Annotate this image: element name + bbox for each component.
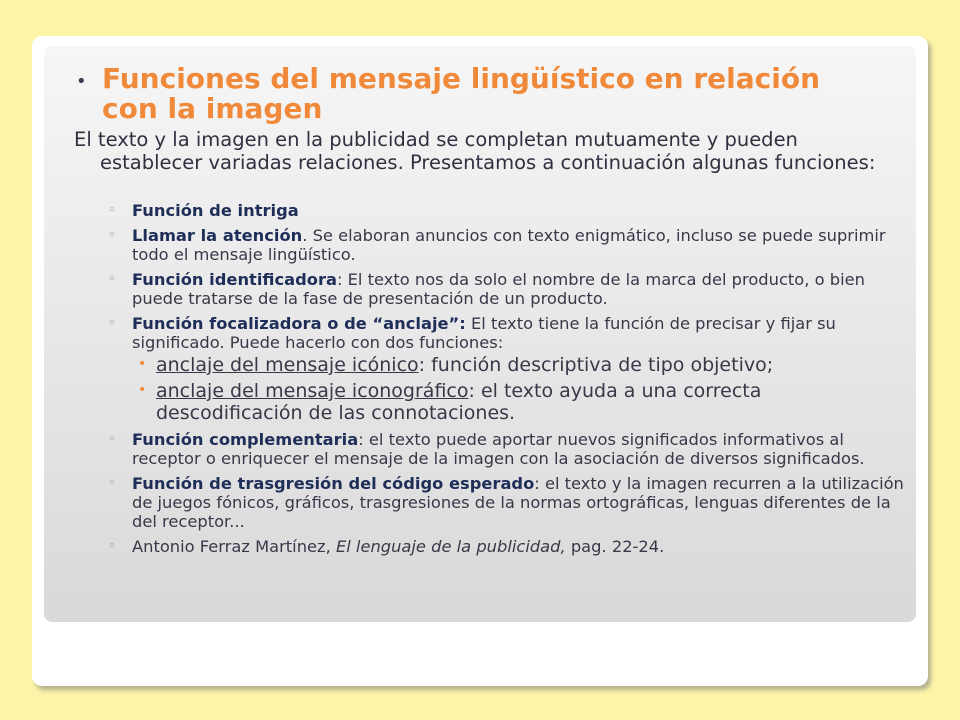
item-label: Llamar la atención	[132, 226, 303, 245]
item-text: : el texto y la imagen recurren a la utilización de juegos fónicos, gráficos, trasgresiones de la normas ortográficas, lenguas diferentes de la del receptor...	[132, 474, 904, 531]
citation-book: El lenguaje de la publicidad,	[335, 537, 566, 556]
item-label: Función focalizadora o de “anclaje”:	[132, 314, 466, 333]
list-item	[108, 226, 908, 264]
list-item	[108, 314, 908, 424]
item-text: El texto tiene la función de precisar y fijar su significado. Puede hacerlo con dos funciones:	[132, 314, 836, 352]
list-item	[108, 430, 908, 468]
item-text: : El texto nos da solo el nombre de la marca del producto, o bien puede tratarse de la fase de presentación de un producto.	[132, 270, 865, 308]
subitem-term: anclaje del mensaje iconográfico	[156, 380, 469, 402]
subitem-term: anclaje del mensaje icónico	[156, 354, 419, 376]
anchorage-sublist	[132, 354, 908, 424]
item-text: . Se elaboran anuncios con texto enigmático, incluso se puede suprimir todo el mensaje lingüístico.	[132, 226, 886, 264]
slide-title: Funciones del mensaje lingüístico en relación con la imagen	[102, 62, 821, 125]
small-circle-icon: ◦	[108, 272, 116, 287]
sublist-item	[132, 354, 908, 376]
title-row	[76, 64, 836, 124]
list-item	[108, 201, 908, 220]
subitem-text: : función descriptiva de tipo objetivo;	[418, 354, 774, 376]
citation-item	[108, 537, 908, 556]
item-label: Función identificadora	[132, 270, 337, 289]
subitem-text: : el texto ayuda a una correcta descodificación de las connotaciones.	[156, 380, 762, 424]
small-circle-icon: ◦	[108, 432, 116, 447]
small-circle-icon: ◦	[108, 228, 116, 243]
citation-author: Antonio Ferraz Martínez,	[132, 537, 336, 556]
small-circle-icon: ◦	[108, 203, 116, 218]
list-item	[108, 270, 908, 308]
intro-paragraph: El texto y la imagen en la publicidad se completan mutuamente y pueden establecer variadas relaciones. Presentamos a continuación algunas funciones:	[74, 128, 876, 174]
bullet-dot-icon: •	[76, 71, 87, 92]
citation-pages: pag. 22-24.	[565, 537, 665, 556]
item-label: Función complementaria	[132, 430, 359, 449]
small-circle-icon: ◦	[108, 539, 116, 554]
list-item	[108, 474, 908, 531]
orange-dot-icon: •	[138, 356, 147, 372]
item-label: Función de trasgresión del código esperado	[132, 474, 535, 493]
item-label: Función de intriga	[132, 201, 299, 220]
small-circle-icon: ◦	[108, 476, 116, 491]
sublist-item	[132, 380, 908, 424]
orange-dot-icon: •	[138, 382, 147, 398]
small-circle-icon: ◦	[108, 316, 116, 331]
item-text: : el texto puede aportar nuevos significados informativos al receptor o enriquecer el mensaje de la imagen con la asociación de diversos significados.	[132, 430, 865, 468]
functions-list	[108, 201, 908, 562]
